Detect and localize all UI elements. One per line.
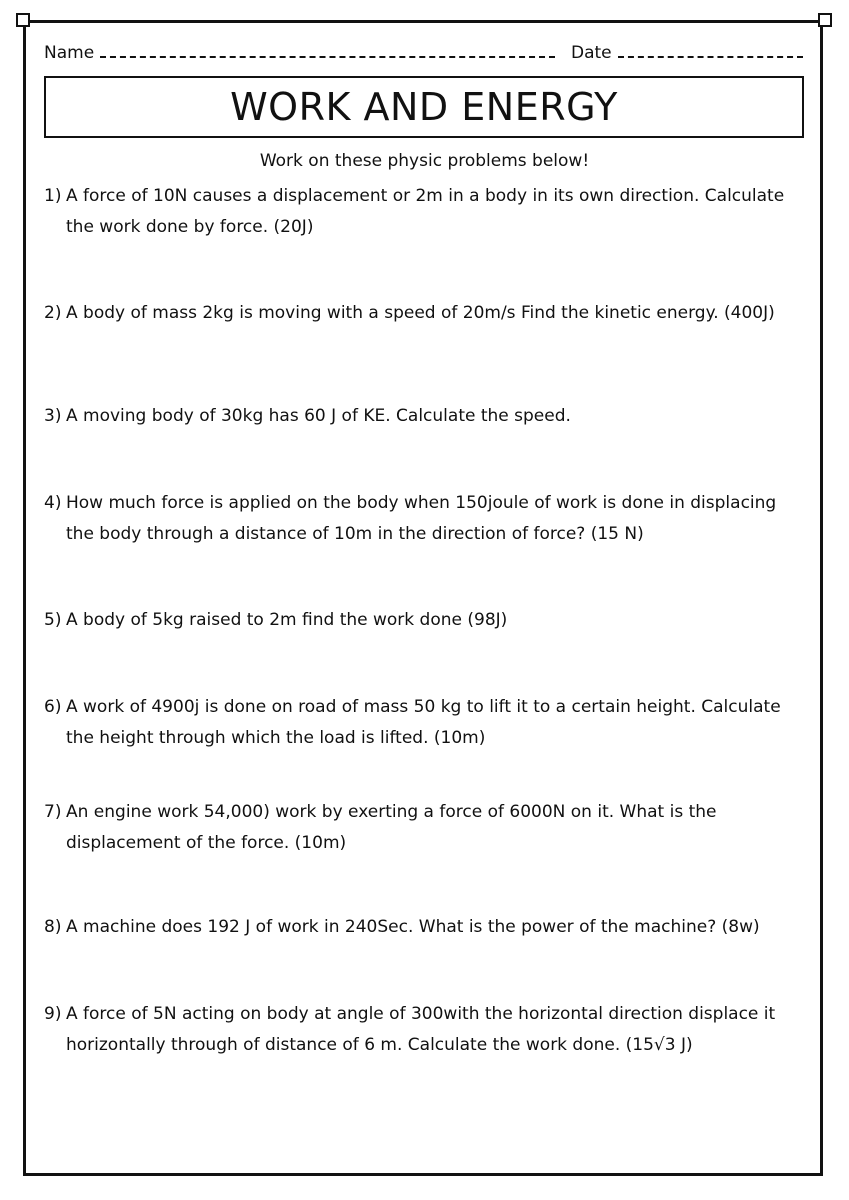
problem-text: A body of mass 2kg is moving with a speed of 20m/s Find the kinetic energy. (400J) xyxy=(66,303,775,323)
name-label: Name xyxy=(44,43,95,63)
problem-number: 8) xyxy=(44,917,62,937)
date-blank-line[interactable] xyxy=(618,46,803,58)
problem-7 xyxy=(44,797,804,859)
problem-3 xyxy=(44,401,804,432)
problem-text: A machine does 192 J of work in 240Sec. What is the power of the machine? (8w) xyxy=(66,917,760,937)
problem-text: A force of 5N acting on body at angle of 300with the horizontal direction displace it horizontally through of distance of 6 m. Calculate the work done. (15√3 J) xyxy=(66,1004,776,1055)
date-field[interactable] xyxy=(571,42,803,64)
instruction-text: Work on these physic problems below! xyxy=(259,151,590,171)
problem-number: 4) xyxy=(44,493,62,513)
problem-5 xyxy=(44,605,804,636)
problem-8 xyxy=(44,912,804,943)
problem-text: An engine work 54,000) work by exerting a force of 6000N on it. What is the displacement of the force. (10m) xyxy=(66,802,717,853)
problem-number: 3) xyxy=(44,406,62,426)
name-field[interactable] xyxy=(44,42,555,64)
problem-text: A body of 5kg raised to 2m find the work done (98J) xyxy=(66,610,508,630)
problem-text: How much force is applied on the body when 150joule of work is done in displacing the body through a distance of 10m in the direction of force? (15 N) xyxy=(66,493,777,544)
problem-number: 5) xyxy=(44,610,62,630)
problem-4 xyxy=(44,488,804,550)
problem-number: 7) xyxy=(44,802,62,822)
corner-square-left xyxy=(16,13,30,27)
problem-number: 6) xyxy=(44,697,62,717)
problem-number: 1) xyxy=(44,186,62,206)
problem-text: A work of 4900j is done on road of mass 50 kg to lift it to a certain height. Calculate the height through which the load is lifted. (10m) xyxy=(66,697,781,748)
problem-2 xyxy=(44,298,804,329)
corner-square-right xyxy=(818,13,832,27)
problem-text: A force of 10N causes a displacement or 2m in a body in its own direction. Calculate the work done by force. (20J) xyxy=(66,186,785,237)
problem-text: A moving body of 30kg has 60 J of KE. Calculate the speed. xyxy=(66,406,571,426)
problem-1 xyxy=(44,181,804,243)
problem-number: 9) xyxy=(44,1004,62,1024)
problem-9 xyxy=(44,999,804,1061)
problem-6 xyxy=(44,692,804,754)
title-box xyxy=(44,76,804,138)
page-title: WORK AND ENERGY xyxy=(230,85,618,129)
problem-number: 2) xyxy=(44,303,62,323)
date-label: Date xyxy=(571,43,612,63)
name-blank-line[interactable] xyxy=(100,46,555,58)
